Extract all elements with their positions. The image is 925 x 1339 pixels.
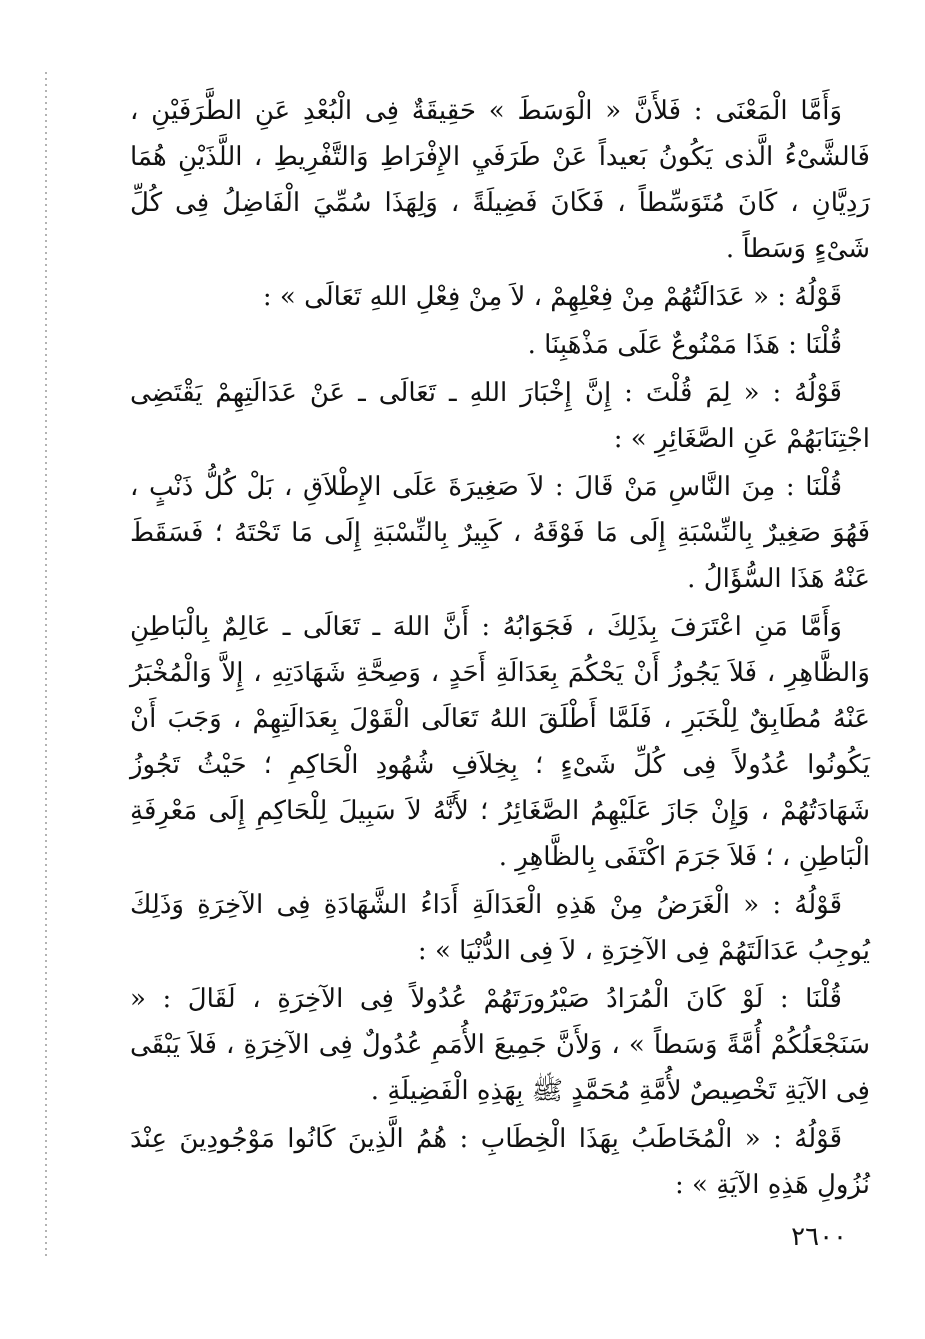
paragraph: قُلْنَا : لَوْ كَانَ الْمُرَادُ صَيْرُورَتَهُمْ عُدُولاً فِى الآخِرَةِ ، لَقَالَ : « سَنَجْعَلُكُمْ أُمَّةً وَسَطاً » ، وَلأَنَّ جَمِيعَ الأُمَمِ عُدُولٌ فِى الآخِرَةِ ، فَلاَ يَبْقَى فِى الآيَةِ تَخْصِيصٌ لأُمَّةِ مُحَمَّدٍ ﷺ بِهَذِهِ الْفَضِيلَةِ . xyxy=(130,984,870,1106)
page-body xyxy=(130,88,870,1208)
paragraph: وَأَمَّا الْمَعْنَى : فَلأَنَّ « الْوَسَطَ » حَقِيقَةٌ فِى الْبُعْدِ عَنِ الطَّرَفَيْنِ ، فَالشَّىْءُ الَّذى يَكُونُ بَعيداً عَنْ طَرَفَيِ الإِفْرَاطِ وَالتَّفْرِيطِ ، اللَّذَيْنِ هُمَا رَدِيَّانِ ، كَانَ مُتَوَسِّطاً ، فَكَانَ فَضِيلَةً ، وَلِهَذَا سُمِّيَ الْفَاضِلُ فِى كُلِّ شَىْءٍ وَسَطاً . xyxy=(130,96,870,264)
paragraph: قَوْلُهُ : « لِمَ قُلْتَ : إِنَّ إِخْبَارَ اللهِ ـ تَعَالَى ـ عَنْ عَدَالَتِهِمْ يَقْتَضِى اجْتِنَابَهُمْ عَنِ الصَّغَائِرِ » : xyxy=(130,378,870,454)
paragraph: قَوْلُهُ : « الْغَرَضُ مِنْ هَذِهِ الْعَدَالَةِ أَدَاءُ الشَّهَادَةِ فِى الآخِرَةِ وَذَلِكَ يُوجِبُ عَدَالَتَهُمْ فِى الآخِرَةِ ، لاَ فِى الدُّنْيَا » : xyxy=(130,890,870,966)
page-number: ٢٦٠٠ xyxy=(791,1222,847,1252)
paragraph: قُلْنَا : مِنَ النَّاسِ مَنْ قَالَ : لاَ صَغِيرَةَ عَلَى الإِطْلاَقِ ، بَلْ كُلُّ ذَنْبٍ ، فَهُوَ صَغِيرٌ بِالنِّسْبَةِ إِلَى مَا فَوْقَهُ ، كَبِيرٌ بِالنِّسْبَةِ إِلَى مَا تَحْتَهُ ؛ فَسَقَطَ عَنْهُ هَذَا السُّؤَالُ . xyxy=(130,472,870,594)
paragraph: قُلْنَا : هَذَا مَمْنُوعٌ عَلَى مَذْهَبِنَا . xyxy=(527,330,842,360)
binding-edge-dots xyxy=(45,70,47,1259)
paragraph: وَأَمَّا مَنِ اعْتَرَفَ بِذَلِكَ ، فَجَوَابُهُ : أَنَّ اللهَ ـ تَعَالَى ـ عَالِمٌ بِالْبَاطِنِ وَالظَّاهِرِ ، فَلاَ يَجُوزُ أَنْ يَحْكُمَ بِعَدَالَةِ أَحَدٍ ، وَصِحَّةِ شَهَادَتِهِ ، إِلاَّ وَالْمُخْبَرُ عَنْهُ مُطَابِقٌ لِلْخَبَرِ ، فَلَمَّا أَطْلَقَ اللهُ تَعَالَى الْقَوْلَ بِعَدَالَتِهِمْ ، وَجَبَ أَنْ يَكُونُوا عُدُولاً فِى كُلِّ شَىْءٍ ؛ بِخِلاَفِ شُهُودِ الْحَاكِمِ ؛ حَيْثُ تَجُوزُ شَهَادَتُهُمْ ، وَإِنْ جَازَ عَلَيْهِمُ الصَّغَائِرُ ؛ لأَنَّهُ لاَ سَبِيلَ لِلْحَاكِمِ إِلَى مَعْرِفَةِ الْبَاطِنِ ، ؛ فَلاَ جَرَمَ اكْتَفَى بِالظَّاهِرِ . xyxy=(130,612,870,872)
paragraph: قَوْلُهُ : « الْمُخَاطَبُ بِهَذَا الْخِطَابِ : هُمُ الَّذِينَ كَانُوا مَوْجُودِينَ عِنْدَ نُزُولِ هَذِهِ الآيَةِ » : xyxy=(130,1124,870,1200)
paragraph: قَوْلُهُ : « عَدَالَتُهُمْ مِنْ فِعْلِهِمْ ، لاَ مِنْ فِعْلِ اللهِ تَعَالَى » : xyxy=(262,282,842,312)
